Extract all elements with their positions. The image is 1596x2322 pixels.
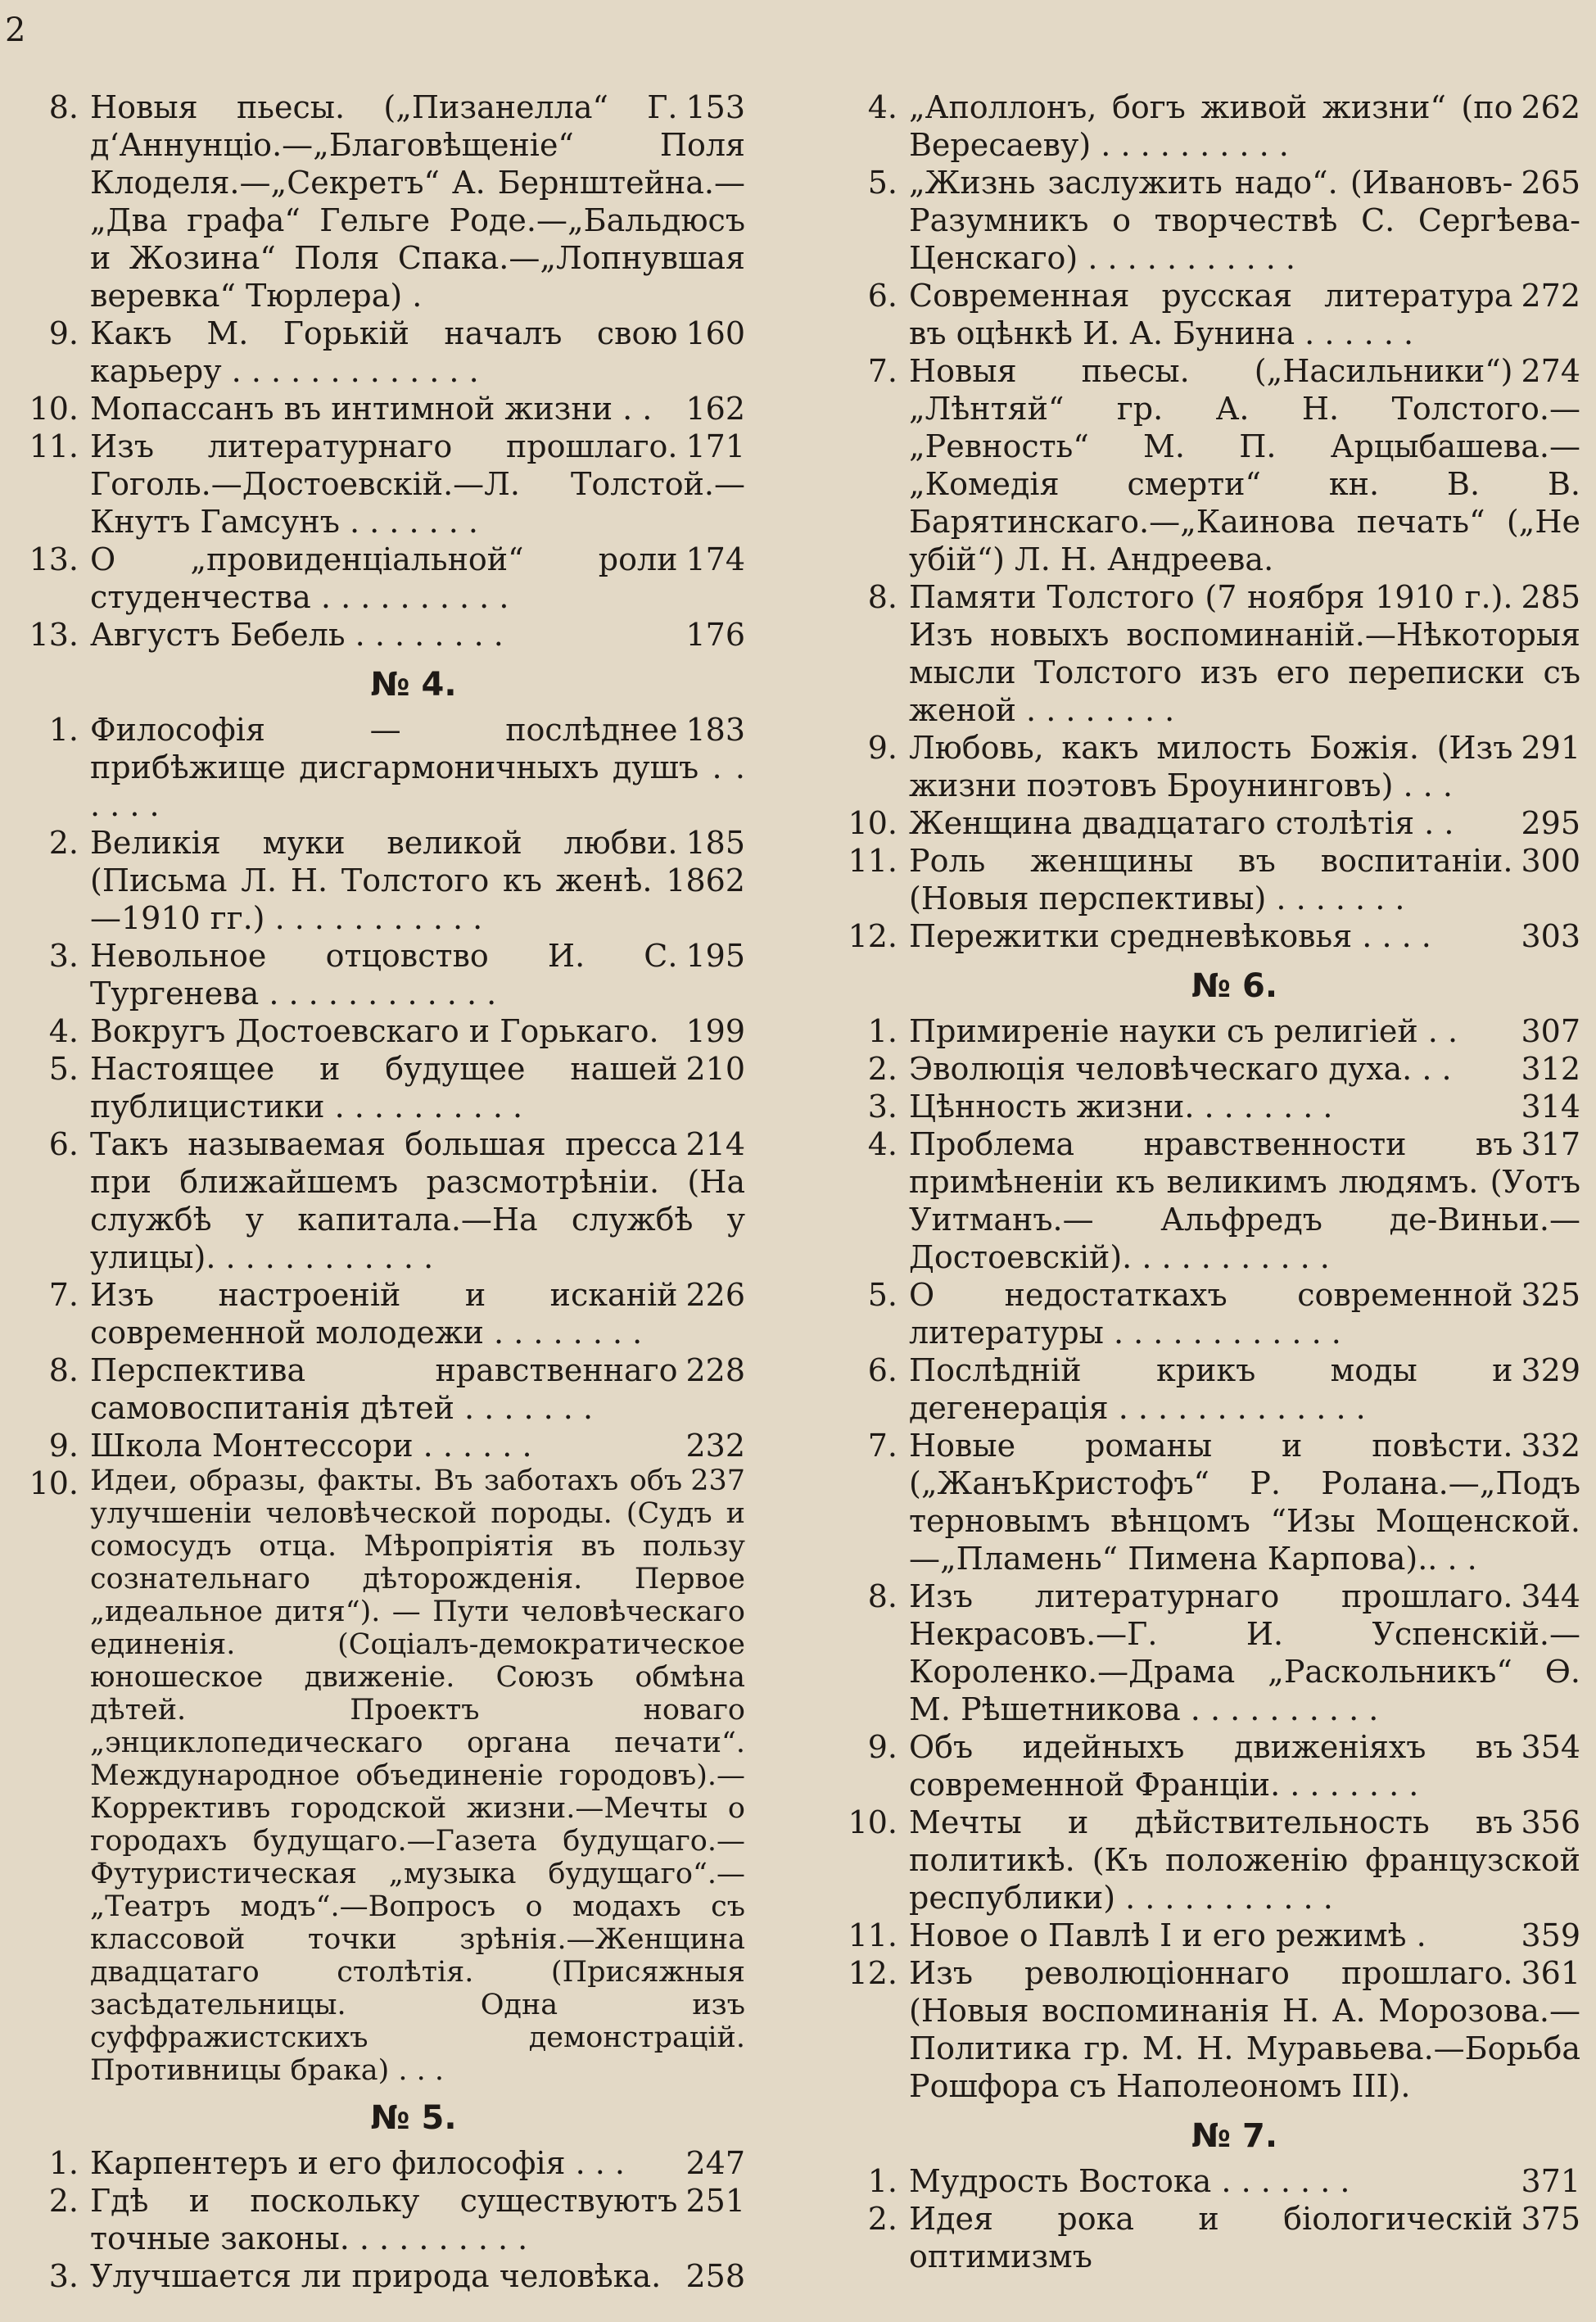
entry-number: 1. <box>867 1013 897 1049</box>
entry-title: Пережитки средневѣковья . . . . <box>909 918 1431 954</box>
entry-title: Современная русская литература въ оцѣнкѣ И. А. Бунина . . . . . . <box>909 278 1513 351</box>
entry-number: 8. <box>48 89 79 125</box>
entry-title: Новое о Павлѣ I и его режимѣ . <box>909 1917 1426 1953</box>
entry-page: 291 <box>1521 730 1580 766</box>
entry-title: Новые романы и повѣсти. („ЖанъКристофъ“ Р. Ролана.—„Подъ терновымъ вѣнцомъ “Изы Мощенской.—„Пламень“ Пимена Карпова).. . . <box>909 1428 1580 1577</box>
entry-page: 195 <box>685 938 745 974</box>
entry-title: Невольное отцовство И. С. Тургенева . . . . . . . . . . . . <box>90 938 678 1012</box>
toc-entry <box>16 88 745 315</box>
entry-number: 2. <box>867 2201 897 2237</box>
entry-title: Любовь, какъ милость Божія. (Изъ жизни поэтовъ Броунинговъ) . . . <box>909 730 1513 803</box>
toc-entry <box>16 1464 745 2087</box>
entry-title: Послѣдній крикъ моды и дегенерація . . . . . . . . . . . . . <box>909 1352 1513 1426</box>
entry-page: 265 <box>1521 165 1580 201</box>
entry-body <box>909 164 1580 277</box>
entry-title: Школа Монтессори . . . . . . <box>90 1428 532 1464</box>
entry-body <box>90 616 745 654</box>
entry-number: 2. <box>867 1051 897 1087</box>
entry-title: Изъ настроеній и исканій современной молодежи . . . . . . . . <box>90 1277 678 1351</box>
entry-title: Изъ литературнаго прошлаго. Некрасовъ.—Г. И. Успенскій.—Короленко.—Драма „Раскольникъ“ Ѳ. М. Рѣшетникова . . . . . . . . . . <box>909 1578 1580 1727</box>
entry-number: 4. <box>48 1013 79 1049</box>
toc-entry <box>16 1351 745 1427</box>
toc-entry <box>823 277 1580 352</box>
entry-page: 232 <box>685 1428 745 1464</box>
entry-title: Карпентеръ и его философія . . . <box>90 2145 625 2181</box>
entry-page: 153 <box>685 89 745 125</box>
toc-entry <box>16 937 745 1012</box>
entry-title: Эволюція человѣческаго духа. . . <box>909 1051 1452 1087</box>
entry-number: 6. <box>48 1126 79 1162</box>
entry-number: 1. <box>48 2145 79 2181</box>
entry-number: 10. <box>29 1465 79 1501</box>
entry-body <box>909 1351 1580 1427</box>
entry-page: 183 <box>685 712 745 748</box>
entry-page: 325 <box>1521 1277 1580 1313</box>
entry-page: 314 <box>1521 1089 1580 1125</box>
toc-entry <box>823 1954 1580 2105</box>
entry-body <box>90 2182 745 2257</box>
toc-entry <box>823 352 1580 578</box>
toc-entry <box>16 390 745 428</box>
toc-entry <box>823 1050 1580 1088</box>
entry-title: Какъ М. Горькій началъ свою карьеру . . . . . . . . . . . . . <box>90 315 678 389</box>
entry-page: 371 <box>1521 2163 1580 2199</box>
entry-page: 262 <box>1521 89 1580 125</box>
issue-heading: № 7. <box>1191 2117 1278 2155</box>
entry-title: Философія — послѣднее прибѣжище дисгармоничныхъ душъ . . . . . . <box>90 712 745 823</box>
entry-body <box>90 1427 745 1464</box>
entry-body <box>909 842 1580 917</box>
toc-entry <box>16 1125 745 1276</box>
entry-number: 11. <box>848 843 897 879</box>
entry-title: Цѣнность жизни. . . . . . . . <box>909 1089 1333 1125</box>
entry-page: 312 <box>1521 1051 1580 1087</box>
entry-page: 226 <box>685 1277 745 1313</box>
toc-entry <box>823 729 1580 804</box>
entry-number: 3. <box>867 1089 897 1125</box>
toc-entry <box>823 804 1580 842</box>
entry-number: 11. <box>29 428 79 464</box>
entry-body <box>909 1012 1580 1050</box>
entry-body <box>90 88 745 315</box>
entry-page: 247 <box>685 2145 745 2181</box>
entry-number: 12. <box>848 1955 897 1991</box>
entry-title: Мопассанъ въ интимной жизни . . <box>90 391 653 427</box>
entry-number: 9. <box>867 730 897 766</box>
entry-page: 317 <box>1521 1126 1580 1162</box>
entry-number: 5. <box>867 165 897 201</box>
entry-page: 176 <box>685 617 745 653</box>
entry-title: Мечты и дѣйствительность въ политикѣ. (Къ положенію французской республики) . . . . . . . . . . . <box>909 1804 1580 1916</box>
toc-entry <box>16 541 745 616</box>
entry-body <box>909 1917 1580 1954</box>
entry-number: 10. <box>848 1804 897 1840</box>
entry-body <box>909 2200 1580 2275</box>
entry-body <box>90 937 745 1012</box>
entry-body <box>909 1427 1580 1577</box>
entry-title: Роль женщины въ воспитаніи. (Новыя перспективы) . . . . . . . <box>909 843 1513 917</box>
entry-body <box>909 729 1580 804</box>
entry-number: 6. <box>867 278 897 314</box>
entry-number: 3. <box>48 2258 79 2294</box>
entry-title: Объ идейныхъ движеніяхъ въ современной Франціи. . . . . . . . <box>909 1729 1513 1803</box>
toc-entry <box>823 2200 1580 2275</box>
toc-entry <box>823 1012 1580 1050</box>
entry-title: Идеи, образы, факты. Въ заботахъ объ улучшеніи человѣческой породы. (Судъ и сомосудъ отца. Мѣропріятія въ пользу сознательнаго дѣторожденія. Первое „идеальное дитя“). — Пути человѣческаго единенія. (Соціалъ-демократическое юношеское движеніе. Союзъ обмѣна дѣтей. Проектъ новаго „энциклопедическаго органа печати“. Международное объединеніе городовъ).—Коррективъ городской жизни.—Мечты о городахъ будущаго.—Газета будущаго.— Футуристическая „музыка будущаго“.—„Театръ модъ“.—Вопросъ о модахъ съ классовой точки зрѣнія.—Женщина двадцатаго столѣтія. (Присяжныя засѣдательницы. Одна изъ суффражистскихъ демонстрацій. Противницы брака) . . . <box>90 1464 745 2087</box>
entry-body <box>909 578 1580 729</box>
entry-number: 3. <box>48 938 79 974</box>
entry-page: 210 <box>685 1051 745 1087</box>
toc-entry <box>823 1427 1580 1577</box>
toc-entry <box>16 824 745 937</box>
entry-number: 5. <box>867 1277 897 1313</box>
issue-heading: № 5. <box>370 2099 457 2137</box>
entry-number: 6. <box>867 1352 897 1388</box>
entry-number: 8. <box>48 1352 79 1388</box>
entry-page: 329 <box>1521 1352 1580 1388</box>
entry-page: 237 <box>690 1464 745 1497</box>
entry-body <box>909 88 1580 164</box>
entry-number: 10. <box>29 391 79 427</box>
toc-entry <box>16 2257 745 2295</box>
toc-entry <box>823 1276 1580 1351</box>
entry-body <box>90 711 745 824</box>
entry-body <box>90 1012 745 1050</box>
entry-number: 7. <box>867 1428 897 1464</box>
entry-body <box>909 917 1580 955</box>
entry-title: Такъ называемая большая пресса при ближайшемъ разсмотрѣніи. (На службѣ у капитала.—На службѣ у улицы). . . . . . . . . . . . <box>90 1126 745 1275</box>
entry-body <box>909 352 1580 578</box>
entry-body <box>909 1728 1580 1804</box>
toc-entry <box>823 1125 1580 1276</box>
entry-page: 344 <box>1521 1578 1580 1614</box>
toc-entry <box>823 1728 1580 1804</box>
toc-entry <box>823 1804 1580 1917</box>
entry-number: 8. <box>867 1578 897 1614</box>
entry-page: 354 <box>1521 1729 1580 1765</box>
entry-number: 4. <box>867 89 897 125</box>
entry-number: 9. <box>48 315 79 351</box>
entry-title: Мудрость Востока . . . . . . . <box>909 2163 1350 2199</box>
entry-number: 5. <box>48 1051 79 1087</box>
entry-title: Новыя пьесы. („Насильники“) „Лѣнтяй“ гр. А. Н. Толстого.—„Ревность“ М. П. Арцыбашева.—„Комедія смерти“ кн. В. В. Барятинскаго.—„Каинова печать“ („Не убій“) Л. Н. Андреева. <box>909 353 1580 577</box>
entry-page: 359 <box>1521 1917 1580 1953</box>
right-column <box>823 88 1580 2275</box>
entry-body <box>909 804 1580 842</box>
entry-body <box>90 315 745 390</box>
entry-number: 11. <box>848 1917 897 1953</box>
entry-number: 7. <box>48 1277 79 1313</box>
entry-number: 9. <box>867 1729 897 1765</box>
entry-title: Идея рока и біологическій оптимизмъ <box>909 2201 1513 2274</box>
toc-entry <box>823 164 1580 277</box>
toc-entry <box>823 1088 1580 1125</box>
entry-page: 332 <box>1521 1428 1580 1464</box>
entry-page: 375 <box>1521 2201 1580 2237</box>
entry-title: „Аполлонъ, богъ живой жизни“ (по Вересаеву) . . . . . . . . . . <box>909 89 1513 163</box>
entry-page: 361 <box>1521 1955 1580 1991</box>
entry-body <box>90 541 745 616</box>
entry-title: „Жизнь заслужить надо“. (Ивановъ-Разумникъ о творчествѣ С. Сергѣева-Ценскаго) . . . . . . . . . . . <box>909 165 1580 276</box>
entry-title: Изъ революціоннаго прошлаго. (Новыя воспоминанія Н. А. Морозова.—Политика гр. М. Н. Муравьева.—Борьба Рошфора съ Наполеономъ III). <box>909 1955 1580 2104</box>
toc-entry <box>16 428 745 541</box>
entry-title: Примиреніе науки съ религіей . . <box>909 1013 1458 1049</box>
entry-page: 285 <box>1521 579 1580 615</box>
entry-title: Великія муки великой любви. (Письма Л. Н. Толстого къ женѣ. 1862—1910 гг.) . . . . . . . . . . . <box>90 825 745 936</box>
entry-title: Изъ литературнаго прошлаго. Гоголь.—Достоевскій.—Л. Толстой.—Кнутъ Гамсунъ . . . . . . . <box>90 428 745 540</box>
toc-entry <box>823 917 1580 955</box>
page-number: 2 <box>5 11 26 49</box>
toc-entry <box>16 1012 745 1050</box>
entry-page: 303 <box>1521 918 1580 954</box>
entry-page: 214 <box>685 1126 745 1162</box>
entry-title: О „провиденціальной“ роли студенчества . . . . . . . . . . <box>90 541 678 615</box>
entry-page: 162 <box>685 391 745 427</box>
entry-title: Настоящее и будущее нашей публицистики . . . . . . . . . . <box>90 1051 678 1125</box>
entry-body <box>90 1464 745 2087</box>
toc-entry <box>16 1276 745 1351</box>
toc-entry <box>16 1050 745 1125</box>
entry-number: 1. <box>48 712 79 748</box>
toc-entry <box>823 88 1580 164</box>
entry-number: 13. <box>29 617 79 653</box>
toc-entry <box>16 315 745 390</box>
toc-entry <box>16 1427 745 1464</box>
entry-body <box>909 1050 1580 1088</box>
entry-page: 307 <box>1521 1013 1580 1049</box>
entry-body <box>90 1050 745 1125</box>
entry-title: Женщина двадцатаго столѣтія . . <box>909 805 1454 841</box>
entry-page: 174 <box>685 541 745 577</box>
entry-body <box>90 824 745 937</box>
toc-entry <box>823 2162 1580 2200</box>
entry-page: 228 <box>685 1352 745 1388</box>
entry-title: Памяти Толстого (7 ноября 1910 г.). Изъ новыхъ воспоминаній.—Нѣкоторыя мысли Толстого изъ его переписки съ женой . . . . . . . . <box>909 579 1580 728</box>
entry-body <box>909 2162 1580 2200</box>
toc-entry <box>823 578 1580 729</box>
issue-heading: № 4. <box>370 666 457 704</box>
entry-body <box>909 277 1580 352</box>
toc-entry <box>16 616 745 654</box>
entry-number: 2. <box>48 2183 79 2219</box>
entry-title: Августъ Бебель . . . . . . . . <box>90 617 504 653</box>
entry-number: 9. <box>48 1428 79 1464</box>
entry-page: 356 <box>1521 1804 1580 1840</box>
entry-title: Проблема нравственности въ примѣненіи къ великимъ людямъ. (Уотъ Уитманъ.— Альфредъ де-Виньи.—Достоевскій). . . . . . . . . . . <box>909 1126 1580 1275</box>
entry-title: Гдѣ и поскольку существуютъ точные законы. . . . . . . . . . <box>90 2183 678 2256</box>
entry-body <box>909 1125 1580 1276</box>
toc-entry <box>823 1917 1580 1954</box>
entry-number: 10. <box>848 805 897 841</box>
entry-title: О недостаткахъ современной литературы . . . . . . . . . . . . <box>909 1277 1513 1351</box>
toc-entry <box>823 842 1580 917</box>
entry-page: 199 <box>685 1013 745 1049</box>
entry-page: 258 <box>685 2258 745 2294</box>
entry-page: 300 <box>1521 843 1580 879</box>
entry-body <box>90 390 745 428</box>
entry-page: 272 <box>1521 278 1580 314</box>
entry-number: 7. <box>867 353 897 389</box>
entry-title: Новыя пьесы. („Пизанелла“ Г. д‘Аннунціо.—„Благовѣщеніе“ Поля Клоделя.—„Секретъ“ А. Бернштейна.—„Два графа“ Гельге Роде.—„Бальдюсъ и Жозина“ Поля Спака.—„Лопнувшая веревка“ Тюрлера) . <box>90 89 745 314</box>
entry-body <box>909 1276 1580 1351</box>
entry-number: 12. <box>848 918 897 954</box>
entry-body <box>90 1276 745 1351</box>
toc-entry <box>16 711 745 824</box>
entry-number: 1. <box>867 2163 897 2199</box>
entry-number: 4. <box>867 1126 897 1162</box>
entry-number: 13. <box>29 541 79 577</box>
entry-body <box>90 428 745 541</box>
entry-body <box>90 2144 745 2182</box>
entry-title: Вокругъ Достоевскаго и Горькаго. <box>90 1013 659 1049</box>
entry-body <box>909 1088 1580 1125</box>
entry-body <box>90 1125 745 1276</box>
toc-entry <box>823 1577 1580 1728</box>
entry-body <box>90 1351 745 1427</box>
left-column <box>16 88 745 2295</box>
toc-entry <box>823 1351 1580 1427</box>
entry-number: 8. <box>867 579 897 615</box>
entry-page: 185 <box>685 825 745 861</box>
entry-title: Улучшается ли природа человѣка. <box>90 2258 662 2294</box>
entry-body <box>909 1954 1580 2105</box>
entry-page: 274 <box>1521 353 1580 389</box>
entry-title: Перспектива нравственнаго самовоспитанія дѣтей . . . . . . . <box>90 1352 678 1426</box>
toc-entry <box>16 2182 745 2257</box>
toc-entry <box>16 2144 745 2182</box>
entry-body <box>909 1804 1580 1917</box>
issue-heading: № 6. <box>1191 967 1278 1005</box>
entry-body <box>90 2257 745 2295</box>
entry-page: 295 <box>1521 805 1580 841</box>
entry-page: 171 <box>685 428 745 464</box>
entry-number: 2. <box>48 825 79 861</box>
entry-page: 251 <box>685 2183 745 2219</box>
entry-body <box>909 1577 1580 1728</box>
entry-page: 160 <box>685 315 745 351</box>
